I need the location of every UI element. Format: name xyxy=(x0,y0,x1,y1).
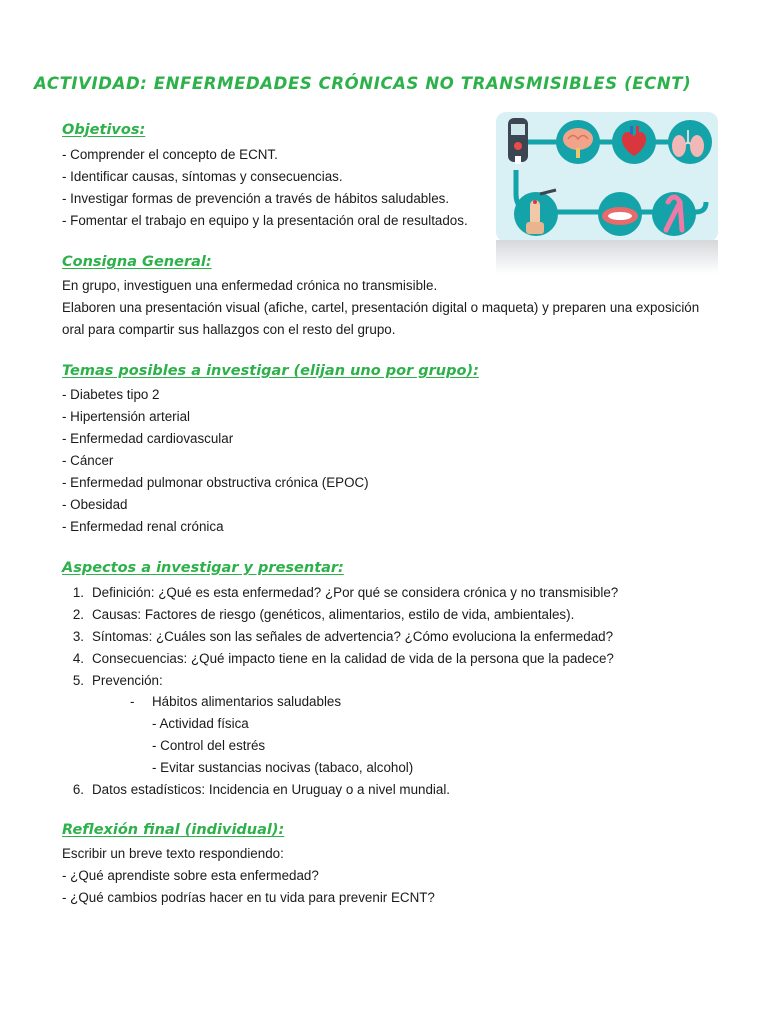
tema-item: - Diabetes tipo 2 xyxy=(62,387,160,402)
aspecto-item xyxy=(62,604,574,626)
item-number: 5. xyxy=(72,673,84,688)
heart-icon xyxy=(612,120,656,164)
item-number: 3. xyxy=(72,629,84,644)
aspecto-item xyxy=(62,670,163,692)
reflexion-line: - ¿Qué cambios podrías hacer en tu vida para prevenir ECNT? xyxy=(62,890,435,905)
prevencion-item: - Evitar sustancias nocivas (tabaco, alcohol) xyxy=(152,760,414,775)
item-number: 4. xyxy=(72,651,84,666)
tema-item: - Enfermedad renal crónica xyxy=(62,519,224,534)
consigna-line: oral para compartir sus hallazgos con el resto del grupo. xyxy=(62,322,396,337)
item-text: Prevención: xyxy=(92,673,163,688)
item-text: Definición: ¿Qué es esta enfermedad? ¿Por qué se considera crónica y no transmisible? xyxy=(92,585,619,600)
aspecto-item xyxy=(62,648,614,670)
objetivo-item: - Fomentar el trabajo en equipo y la presentación oral de resultados. xyxy=(62,213,468,228)
aspectos-heading: Aspectos a investigar y presentar: xyxy=(62,560,344,576)
item-text: Datos estadísticos: Incidencia en Uruguay o a nivel mundial. xyxy=(92,782,451,797)
artery-icon xyxy=(598,192,642,236)
objetivo-item: - Investigar formas de prevención a través de hábitos saludables. xyxy=(62,191,450,206)
tema-item: - Enfermedad pulmonar obstructiva crónica (EPOC) xyxy=(62,475,369,490)
reflexion-line: - ¿Qué aprendiste sobre esta enfermedad? xyxy=(62,868,319,883)
consigna-heading: Consigna General: xyxy=(62,254,212,270)
prevencion-dash: - xyxy=(130,694,135,709)
objetivo-item: - Identificar causas, síntomas y consecuencias. xyxy=(62,169,343,184)
aspecto-item xyxy=(62,626,613,648)
prevencion-item: - Control del estrés xyxy=(152,738,266,753)
reflexion-line: Escribir un breve texto respondiendo: xyxy=(62,846,284,861)
aspecto-item xyxy=(62,779,450,801)
item-text: Causas: Factores de riesgo (genéticos, alimentarios, estilo de vida, ambientales). xyxy=(92,607,575,622)
tema-item: - Hipertensión arterial xyxy=(62,409,191,424)
item-text: Síntomas: ¿Cuáles son las señales de advertencia? ¿Cómo evoluciona la enfermedad? xyxy=(92,629,614,644)
aspecto-item xyxy=(62,582,618,604)
consigna-line: En grupo, investiguen una enfermedad crónica no transmisible. xyxy=(62,278,438,293)
consigna-line: Elaboren una presentación visual (afiche, cartel, presentación digital o maqueta) y preparen una exposición xyxy=(62,300,700,315)
lungs-icon xyxy=(668,120,712,164)
tema-item: - Cáncer xyxy=(62,453,114,468)
item-number: 2. xyxy=(72,607,84,622)
glucometer-icon xyxy=(508,118,528,164)
temas-heading: Temas posibles a investigar (elijan uno por grupo): xyxy=(62,363,479,379)
tema-item: - Obesidad xyxy=(62,497,128,512)
item-text: Consecuencias: ¿Qué impacto tiene en la calidad de vida de la persona que la padece? xyxy=(92,651,614,666)
ecnt-illustration xyxy=(496,112,718,274)
reflexion-heading: Reflexión final (individual): xyxy=(62,822,285,838)
prevencion-item: - Actividad física xyxy=(152,716,249,731)
brain-icon xyxy=(556,120,600,164)
cancer-ribbon-icon xyxy=(652,192,696,236)
objetivo-item: - Comprender el concepto de ECNT. xyxy=(62,147,278,162)
prevencion-item: Hábitos alimentarios saludables xyxy=(152,694,342,709)
objetivos-heading: Objetivos: xyxy=(62,122,146,138)
item-number: 1. xyxy=(72,585,84,600)
item-number: 6. xyxy=(72,782,84,797)
tema-item: - Enfermedad cardiovascular xyxy=(62,431,234,446)
page-title: ACTIVIDAD: ENFERMEDADES CRÓNICAS NO TRANSMISIBLES (ECNT) xyxy=(34,74,692,93)
